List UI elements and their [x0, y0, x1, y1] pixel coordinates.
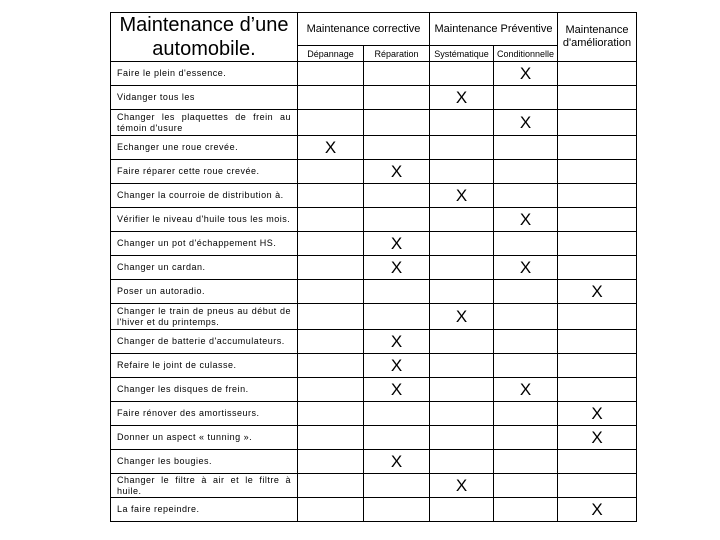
mark-cell-conditionnelle: X [494, 378, 558, 402]
task-label: Changer les plaquettes de frein au témoin d'usure [111, 110, 298, 136]
group-header-preventive [430, 13, 558, 46]
mark-cell-conditionnelle [494, 160, 558, 184]
mark-cell-conditionnelle [494, 402, 558, 426]
mark-cell-reparation [364, 426, 430, 450]
table-row [111, 86, 637, 110]
mark-cell-conditionnelle: X [494, 62, 558, 86]
table-row [111, 110, 637, 136]
mark-cell-systematique [430, 62, 494, 86]
page-title [111, 13, 298, 62]
mark-cell-systematique [430, 232, 494, 256]
subheader-reparation: Réparation [364, 46, 430, 62]
mark-cell-systematique [430, 208, 494, 232]
mark-cell-conditionnelle [494, 136, 558, 160]
mark-cell-reparation [364, 110, 430, 136]
task-label: Vérifier le niveau d'huile tous les mois. [111, 208, 298, 232]
table-row [111, 498, 637, 522]
table-row [111, 330, 637, 354]
mark-cell-amelioration [558, 256, 637, 280]
table-row [111, 256, 637, 280]
mark-cell-systematique: X [430, 86, 494, 110]
mark-cell-amelioration [558, 110, 637, 136]
mark-cell-reparation [364, 474, 430, 498]
mark-cell-conditionnelle [494, 330, 558, 354]
table-row [111, 354, 637, 378]
mark-cell-depannage [298, 474, 364, 498]
mark-cell-systematique [430, 256, 494, 280]
mark-cell-depannage [298, 232, 364, 256]
mark-cell-reparation: X [364, 450, 430, 474]
mark-cell-conditionnelle [494, 474, 558, 498]
mark-cell-depannage [298, 498, 364, 522]
mark-cell-systematique [430, 498, 494, 522]
mark-cell-conditionnelle [494, 426, 558, 450]
mark-cell-conditionnelle: X [494, 110, 558, 136]
mark-cell-systematique: X [430, 304, 494, 330]
mark-cell-systematique [430, 110, 494, 136]
mark-cell-systematique [430, 450, 494, 474]
mark-cell-conditionnelle [494, 354, 558, 378]
table-row [111, 136, 637, 160]
table-row [111, 450, 637, 474]
table-body [111, 13, 637, 522]
mark-cell-depannage [298, 426, 364, 450]
mark-cell-amelioration [558, 208, 637, 232]
mark-cell-depannage [298, 450, 364, 474]
mark-cell-amelioration [558, 86, 637, 110]
task-label: Donner un aspect « tunning ». [111, 426, 298, 450]
mark-cell-systematique [430, 160, 494, 184]
mark-cell-reparation [364, 280, 430, 304]
mark-cell-amelioration: X [558, 402, 637, 426]
mark-cell-reparation: X [364, 378, 430, 402]
mark-cell-conditionnelle [494, 232, 558, 256]
mark-cell-systematique [430, 378, 494, 402]
mark-cell-amelioration [558, 232, 637, 256]
mark-cell-amelioration [558, 474, 637, 498]
mark-cell-amelioration [558, 136, 637, 160]
task-label: Changer les bougies. [111, 450, 298, 474]
mark-cell-reparation: X [364, 354, 430, 378]
task-label: Refaire le joint de culasse. [111, 354, 298, 378]
mark-cell-conditionnelle [494, 450, 558, 474]
table-row [111, 426, 637, 450]
mark-cell-reparation: X [364, 330, 430, 354]
mark-cell-amelioration [558, 450, 637, 474]
task-label: Faire le plein d'essence. [111, 62, 298, 86]
mark-cell-depannage [298, 378, 364, 402]
task-label: Changer le train de pneus au début de l'hiver et du printemps. [111, 304, 298, 330]
mark-cell-depannage [298, 110, 364, 136]
mark-cell-systematique: X [430, 184, 494, 208]
table-row [111, 402, 637, 426]
mark-cell-depannage [298, 208, 364, 232]
mark-cell-reparation [364, 304, 430, 330]
mark-cell-amelioration [558, 160, 637, 184]
mark-cell-reparation [364, 402, 430, 426]
mark-cell-systematique [430, 402, 494, 426]
mark-cell-systematique [430, 354, 494, 378]
mark-cell-systematique [430, 136, 494, 160]
mark-cell-reparation [364, 86, 430, 110]
subheader-conditionnelle: Conditionnelle [494, 46, 558, 62]
mark-cell-systematique: X [430, 474, 494, 498]
mark-cell-depannage: X [298, 136, 364, 160]
task-label: Vidanger tous les [111, 86, 298, 110]
mark-cell-depannage [298, 304, 364, 330]
mark-cell-reparation: X [364, 160, 430, 184]
task-label: Changer un cardan. [111, 256, 298, 280]
task-label: Faire rénover des amortisseurs. [111, 402, 298, 426]
table-row [111, 160, 637, 184]
table-row [111, 474, 637, 498]
maintenance-table [110, 12, 637, 522]
mark-cell-depannage [298, 184, 364, 208]
mark-cell-amelioration [558, 378, 637, 402]
mark-cell-conditionnelle [494, 184, 558, 208]
group-label-amelioration: Maintenance d'amélioration [562, 24, 632, 49]
mark-cell-reparation [364, 136, 430, 160]
table-row [111, 378, 637, 402]
mark-cell-amelioration: X [558, 498, 637, 522]
task-label: Faire réparer cette roue crevée. [111, 160, 298, 184]
mark-cell-conditionnelle [494, 280, 558, 304]
task-label: Poser un autoradio. [111, 280, 298, 304]
mark-cell-conditionnelle [494, 86, 558, 110]
mark-cell-amelioration [558, 62, 637, 86]
mark-cell-systematique [430, 330, 494, 354]
table-row [111, 62, 637, 86]
mark-cell-systematique [430, 280, 494, 304]
mark-cell-reparation [364, 208, 430, 232]
mark-cell-depannage [298, 354, 364, 378]
task-label: Changer la courroie de distribution à. [111, 184, 298, 208]
mark-cell-conditionnelle: X [494, 256, 558, 280]
mark-cell-depannage [298, 86, 364, 110]
mark-cell-reparation [364, 498, 430, 522]
mark-cell-amelioration [558, 304, 637, 330]
mark-cell-depannage [298, 62, 364, 86]
mark-cell-conditionnelle [494, 304, 558, 330]
table-row [111, 304, 637, 330]
mark-cell-amelioration: X [558, 426, 637, 450]
group-label-corrective: Maintenance corrective [306, 22, 421, 35]
mark-cell-conditionnelle: X [494, 208, 558, 232]
mark-cell-depannage [298, 160, 364, 184]
task-label: Changer de batterie d'accumulateurs. [111, 330, 298, 354]
group-label-preventive: Maintenance Préventive [434, 22, 553, 35]
header-row [111, 13, 637, 46]
mark-cell-reparation [364, 184, 430, 208]
task-label: Echanger une roue crevée. [111, 136, 298, 160]
subheader-systematique: Systématique [430, 46, 494, 62]
task-label: Changer les disques de frein. [111, 378, 298, 402]
mark-cell-reparation: X [364, 256, 430, 280]
task-label: Changer le filtre à air et le filtre à huile. [111, 474, 298, 498]
task-label: Changer un pot d'échappement HS. [111, 232, 298, 256]
group-header-amelioration [558, 13, 637, 62]
mark-cell-amelioration: X [558, 280, 637, 304]
mark-cell-amelioration [558, 354, 637, 378]
mark-cell-depannage [298, 256, 364, 280]
mark-cell-amelioration [558, 184, 637, 208]
mark-cell-depannage [298, 402, 364, 426]
mark-cell-systematique [430, 426, 494, 450]
mark-cell-amelioration [558, 330, 637, 354]
table-row [111, 184, 637, 208]
mark-cell-depannage [298, 330, 364, 354]
table-row [111, 280, 637, 304]
subheader-depannage: Dépannage [298, 46, 364, 62]
page-title-text: Maintenance d’une automobile. [119, 14, 289, 60]
table-row [111, 208, 637, 232]
group-header-corrective [298, 13, 430, 46]
table-row [111, 232, 637, 256]
mark-cell-depannage [298, 280, 364, 304]
mark-cell-reparation [364, 62, 430, 86]
mark-cell-conditionnelle [494, 498, 558, 522]
task-label: La faire repeindre. [111, 498, 298, 522]
mark-cell-reparation: X [364, 232, 430, 256]
